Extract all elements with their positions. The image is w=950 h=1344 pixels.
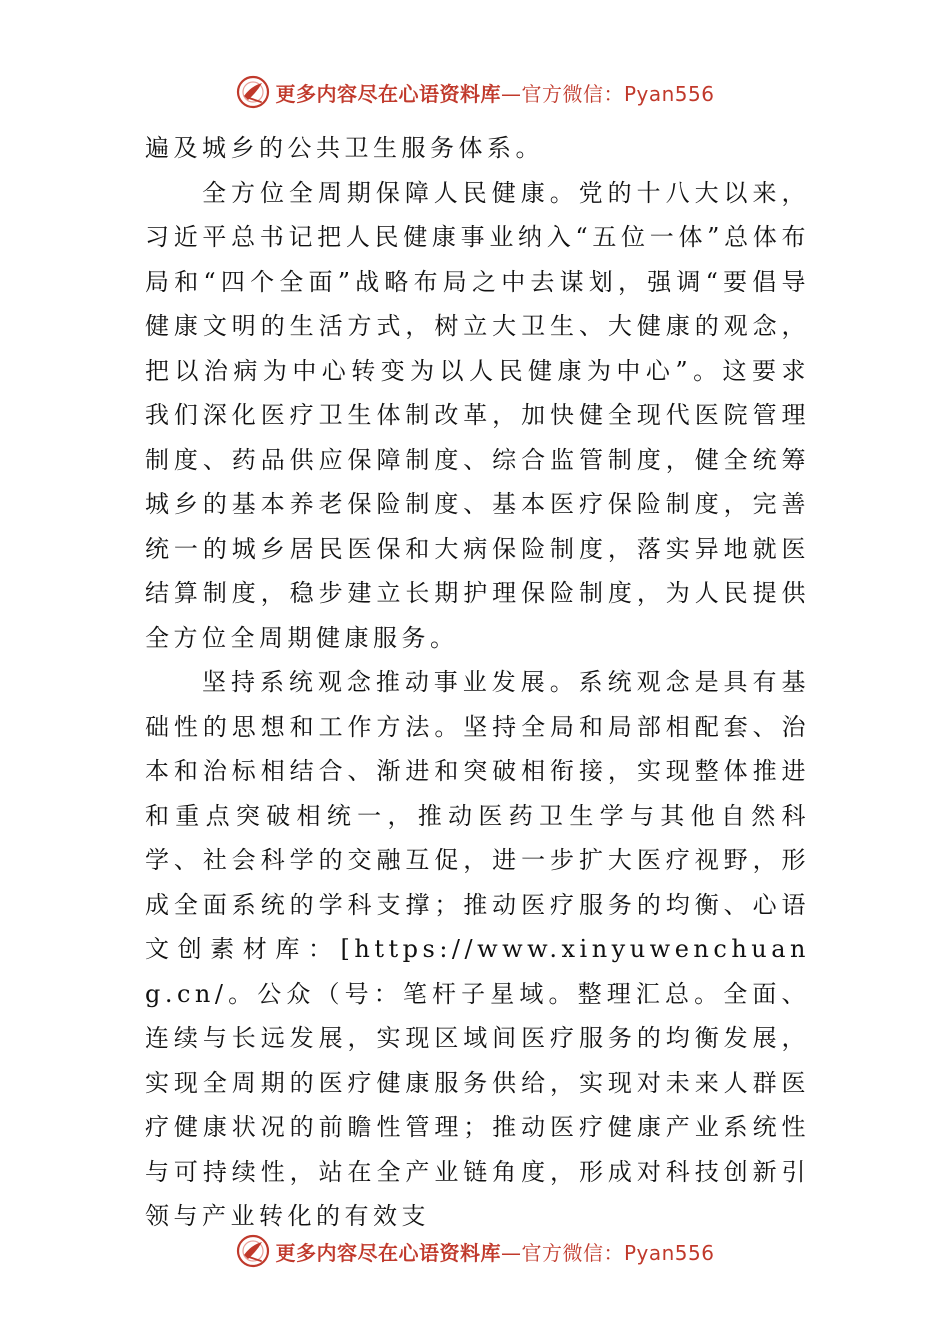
- paragraph-continuation: 遍及城乡的公共卫生服务体系。: [145, 134, 544, 162]
- footer-banner-text: [275, 1237, 714, 1266]
- footer-watermark-banner: [0, 1229, 950, 1273]
- footer-banner-rest: —官方微信：Pyan556: [500, 1240, 715, 1265]
- seal-logo-icon: [235, 1233, 271, 1269]
- paragraph-system: 坚持系统观念推动事业发展。系统观念是具有基础性的思想和工作方法。坚持全局和局部相配套、治本和治标相结合、渐进和突破相衔接，实现整体推进和重点突破相统一，推动医药卫生学与其他自然科学、社会科学的交融互促，进一步扩大医疗视野，形成全面系统的学科支撑；推动医疗服务的均衡、心语文创素材库：[https://www.xinyuwenchuang.cn/。公众（号：笔杆子星域。整理汇总。全面、连续与长远发展，实现区域间医疗服务的均衡发展，实现全周期的医疗健康服务供给，实现对未来人群医疗健康状况的前瞻性管理；推动医疗健康产业系统性与可持续性，站在全产业链角度，形成对科技创新引领与产业转化的有效支: [145, 668, 810, 1230]
- seal-logo-icon: [235, 74, 271, 110]
- header-banner-main: 更多内容尽在心语资料库: [275, 81, 501, 106]
- header-watermark-banner: [0, 70, 950, 114]
- header-banner-rest: —官方微信：Pyan556: [500, 81, 715, 106]
- paragraph-health: 全方位全周期保障人民健康。党的十八大以来，习近平总书记把人民健康事业纳入“五位一体”总体布局和“四个全面”战略布局之中去谋划，强调“要倡导健康文明的生活方式，树立大卫生、大健康的观念，把以治病为中心转变为以人民健康为中心”。这要求我们深化医疗卫生体制改革，加快健全现代医院管理制度、药品供应保障制度、综合监管制度，健全统筹城乡的基本养老保险制度、基本医疗保险制度，完善统一的城乡居民医保和大病保险制度，落实异地就医结算制度，稳步建立长期护理保险制度，为人民提供全方位全周期健康服务。: [145, 178, 810, 652]
- footer-banner-main: 更多内容尽在心语资料库: [275, 1240, 501, 1265]
- header-banner-text: [275, 78, 714, 107]
- document-body: [145, 126, 810, 1239]
